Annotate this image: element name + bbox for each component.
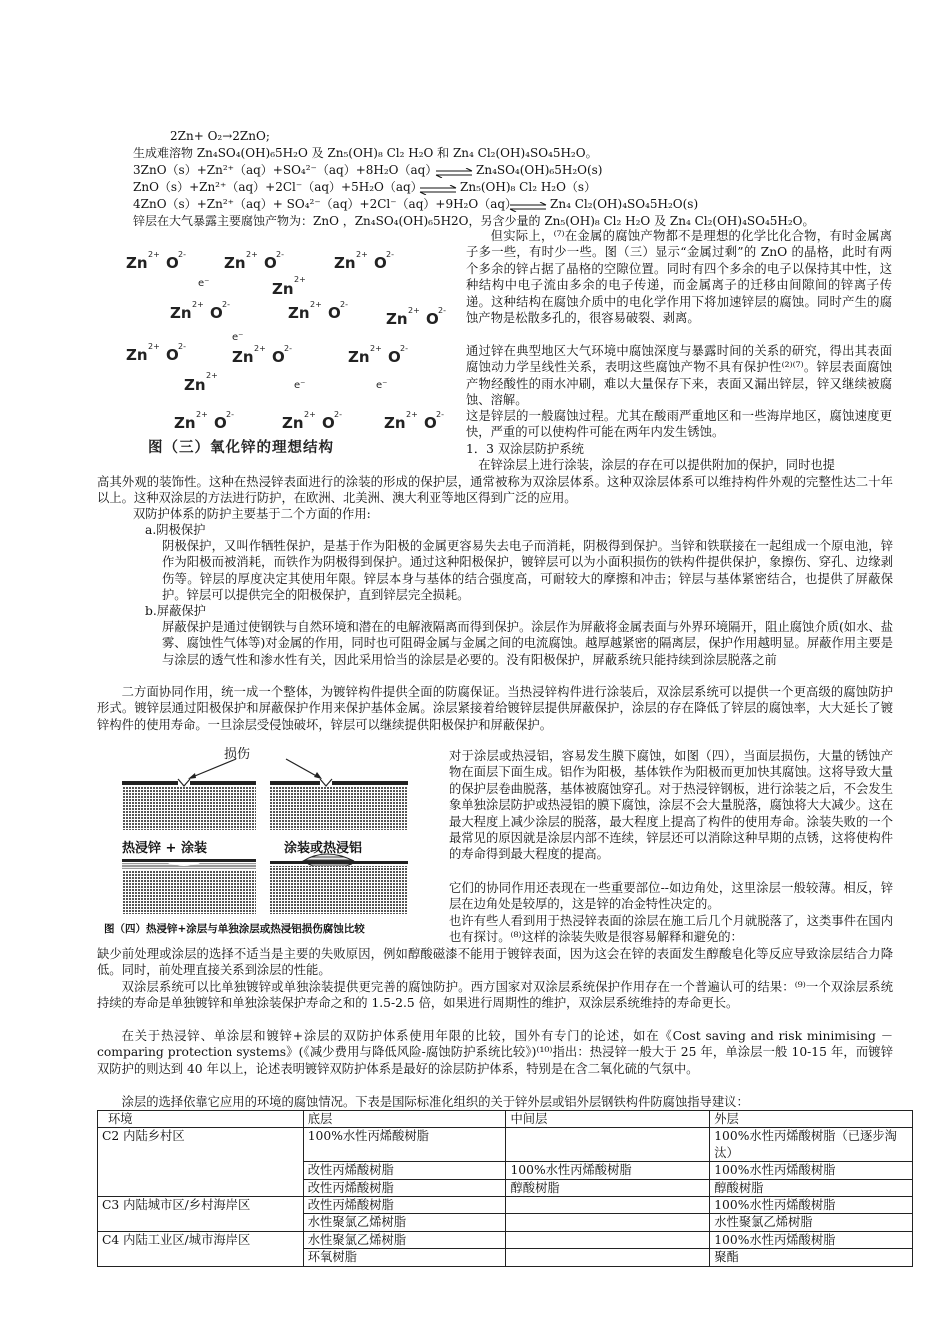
equation-4zno-right: Zn₄ Cl₂(OH)₄SO₄5H₂O(s) — [550, 197, 699, 211]
interstitial-zn-charge-label: 2+ — [294, 275, 306, 284]
o-charge-label: 2- — [386, 250, 394, 259]
equation-3zno-left: 3ZnO（s）+Zn²⁺（aq）+SO₄²⁻（aq）+8H₂O（aq） — [133, 163, 438, 177]
label-coating-or-aluminized: 涂装或热浸铝 — [284, 841, 363, 856]
zn-ion-label: Zn — [174, 414, 196, 432]
zn-charge-label: 2+ — [408, 306, 420, 315]
zn-charge-label: 2+ — [406, 410, 418, 419]
table-header-cell: 底层 — [303, 1111, 506, 1128]
o-ion-label: O — [322, 414, 335, 432]
figure3-caption: 图（三）氧化锌的理想结构 — [148, 440, 334, 456]
zn-charge-label: 2+ — [304, 410, 316, 419]
interstitial-zn-charge-label: 2+ — [206, 371, 218, 380]
table-cell: 环氧树脂 — [303, 1249, 506, 1266]
paragraph-coating-failure: 也许有些人看到用于热浸锌表面的涂层在施工后几个月就脱落了，这类事件在国内也有探讨。⁽⁸⁾这样的涂装失败是很容易解释和避免的： — [449, 914, 893, 945]
zn-ion-label: Zn — [348, 348, 370, 366]
paragraph-underfilm-corrosion: 对于涂层或热浸铝，容易发生膜下腐蚀，如图（四），当面层损伤，大量的锈蚀产物在面层下面生成。铝作为阳极，基体铁作为阳极而更加快其腐蚀。这将导致大量的保护层卷曲脱落，基体被腐蚀穿孔。对于热浸锌钢板，进行涂装之后，不会发生象单独涂层防护或热浸铝的膜下腐蚀，涂层不会大量脱落，腐蚀将大大减少。这在最大程度上减少涂层的脱落，最大程度上提高了构件的使用寿命。涂装失败的一个最常见的原因就是涂层内部不连续，锌层还可以消除这种早期的点锈，这将使构件的寿命得到最大程度的提高。 — [449, 749, 893, 862]
zn-ion-label: Zn — [384, 414, 406, 432]
table-cell — [506, 1249, 710, 1266]
o-ion-label: O — [272, 348, 285, 366]
table-cell — [506, 1214, 710, 1231]
figure-zno-lattice — [120, 232, 460, 460]
reversible-arrow-icon — [418, 183, 458, 193]
table-cell: 100%水性丙烯酸树脂 — [506, 1162, 710, 1179]
equation-zno-cl-left: ZnO（s）+Zn²⁺（aq）+2Cl⁻（aq）+5H₂O（aq） — [133, 180, 423, 194]
table-cell: 改性丙烯酸树脂 — [303, 1197, 506, 1214]
coating-recommendation-table — [97, 1110, 913, 1267]
zno-lattice-diagram — [120, 232, 460, 460]
o-ion-label: O — [214, 414, 227, 432]
table-header-cell: 环境 — [98, 1111, 304, 1128]
equation-zn-oxidation: 2Zn+ O₂→2ZnO; — [170, 129, 270, 143]
dual-protection-intro: 双防护体系的防护主要基于二个方面的作用: — [133, 507, 371, 521]
table-row — [98, 1197, 913, 1214]
zn-ion-label: Zn — [170, 304, 192, 322]
zn-ion-label: Zn — [334, 254, 356, 272]
zn-ion-label: Zn — [288, 304, 310, 322]
zn-charge-label: 2+ — [246, 250, 258, 259]
paragraph-kinetics: 通过锌在典型地区大气环境中腐蚀深度与暴露时间的关系的研究，得出其表面腐蚀动力学呈线性关系，表明这些腐蚀产物不具有保护性⁽²⁾⁽⁷⁾。锌层表面腐蚀产物经酸性的雨水冲刷，难以大量保存下来，表面又漏出锌层，锌又继续被腐蚀、溶解。 — [466, 344, 892, 408]
zn-charge-label: 2+ — [310, 300, 322, 309]
table-cell: 100%水性丙烯酸树脂 — [710, 1162, 913, 1179]
item-b-body: 屏蔽保护是通过使钢铁与自然环境和潜在的电解液隔离而得到保护。涂层作为屏蔽将金属表面与外界环境隔开，阻止腐蚀介质(如水、盐雾、腐蚀性气体等)对金属的作用，同时也可阻碍金属与金属之间的电流腐蚀。越厚越紧密的隔离层，保护作用越明显。屏蔽作用主要是与涂层的透气性和渗水性有关，因此采用恰当的涂层是必要的。没有阳极保护，屏蔽系统只能持续到涂层脱落之前 — [162, 620, 893, 667]
zn-ion-label: Zn — [282, 414, 304, 432]
zn-ion-label: Zn — [126, 254, 148, 272]
table-header-cell: 中间层 — [506, 1111, 710, 1128]
table-cell: 100%水性丙烯酸树脂（已逐步淘汰） — [710, 1128, 913, 1162]
table-cell — [506, 1197, 710, 1214]
o-charge-label: 2- — [436, 410, 444, 419]
zn-charge-label: 2+ — [356, 250, 368, 259]
table-cell: 水性聚氯乙烯树脂 — [710, 1214, 913, 1231]
paragraph-western-consensus: 双涂层系统可以比单独镀锌或单独涂装提供更完善的腐蚀防护。西方国家对双涂层系统保护作用存在一个普遍认可的结果：⁽⁹⁾一个双涂层系统持续的寿命是单独镀锌和单独涂装保护寿命之和的 1.5-2.5 倍，如果进行周期性的维护，双涂层系统维持的寿命更长。 — [97, 980, 893, 1011]
electron-label: e⁻ — [198, 278, 210, 289]
zn-ion-label: Zn — [386, 310, 408, 328]
table-cell: 100%水性丙烯酸树脂 — [303, 1128, 506, 1162]
figure-damage-comparison — [104, 745, 438, 937]
section-1-3-lead: 在锌涂层上进行涂装，涂层的存在可以提供附加的保护，同时也提 — [478, 458, 835, 472]
paragraph-nonstoichiometric: 但实际上，⁽⁷⁾在金属的腐蚀产物都不是理想的化学比化合物，有时金属离子多一些，有时少一些。图（三）显示“金属过剩”的 ZnO 的晶格，此时有两个多余的锌占据了晶格的空隙位置。同时有四个多余的电子以保持其中性，这种结构中电子流由多余的电子传递，而金属离子的迁移由间隙间的锌离子传递。这种结构在腐蚀介质中的电化学作用下将加速锌层的腐蚀。同时产生的腐蚀产物是松散多孔的，很容易破裂、剥离。 — [466, 229, 892, 326]
o-charge-label: 2- — [222, 300, 230, 309]
o-charge-label: 2- — [276, 250, 284, 259]
table-cell — [506, 1231, 710, 1248]
table-cell-environment: C2 内陆乡村区 — [98, 1128, 304, 1197]
o-ion-label: O — [388, 348, 401, 366]
paragraph-failure-causes: 缺少前处理或涂层的选择不适当是主要的失败原因，例如醇酸磁漆不能用于镀锌表面，因为这会在锌的表面发生醇酸皂化等反应导致涂层结合力降低。同时，前处理直接关系到涂层的性能。 — [97, 947, 893, 978]
table-cell-environment: C3 内陆城市区/乡村海岸区 — [98, 1197, 304, 1232]
item-b-title: b.屏蔽保护 — [145, 604, 206, 618]
table-cell: 改性丙烯酸树脂 — [303, 1162, 506, 1179]
section-1-3-body: 高其外观的装饰性。这种在热浸锌表面进行的涂装的形成的保护层，通常被称为双涂层体系。这种双涂层体系可以维持构件外观的完整性达二十年以上。这种双涂层的方法进行防护，在欧洲、北美洲、澳大利亚等地区得到广泛的应用。 — [97, 475, 893, 506]
o-charge-label: 2- — [340, 300, 348, 309]
equation-4zno-left: 4ZnO（s）+Zn²⁺（aq）+ SO₄²⁻（aq）+2Cl⁻（aq）+9H₂O（aq） — [133, 197, 518, 211]
paragraph-table-intro: 涂层的选择依靠它应用的环境的腐蚀情况。下表是国际标准化组织的关于锌外层或铝外层钢铁构件防腐蚀指导建议： — [121, 1095, 749, 1109]
o-charge-label: 2- — [334, 410, 342, 419]
o-charge-label: 2- — [178, 250, 186, 259]
o-charge-label: 2- — [284, 344, 292, 353]
table-cell — [506, 1128, 710, 1162]
zn-ion-label: Zn — [232, 348, 254, 366]
o-ion-label: O — [210, 304, 223, 322]
zn-charge-label: 2+ — [148, 342, 160, 351]
reversible-arrow-icon — [508, 200, 548, 210]
table-row — [98, 1231, 913, 1248]
o-ion-label: O — [328, 304, 341, 322]
item-a-title: a.阴极保护 — [145, 523, 206, 537]
table-row — [98, 1128, 913, 1162]
section-1-3-title: 1．3 双涂层防护系统 — [466, 442, 584, 456]
corrosion-products-summary: 锌层在大气暴露主要腐蚀产物为：ZnO ，Zn₄SO₄(OH)₆5H2O，另含少量的 Zn₅(OH)₈ Cl₂ H₂O 及 Zn₄ Cl₂(OH)₄SO₄5H₂O。 — [133, 214, 815, 228]
zn-charge-label: 2+ — [148, 250, 160, 259]
interstitial-zn-label: Zn — [184, 376, 206, 394]
o-ion-label: O — [426, 310, 439, 328]
table-header-cell: 外层 — [710, 1111, 913, 1128]
o-charge-label: 2- — [226, 410, 234, 419]
o-ion-label: O — [264, 254, 277, 272]
table-cell: 100%水性丙烯酸树脂 — [710, 1231, 913, 1248]
o-ion-label: O — [166, 254, 179, 272]
reversible-arrow-icon — [434, 166, 474, 176]
equation-products: 生成难溶物 Zn₄SO₄(OH)₆5H₂O 及 Zn₅(OH)₈ Cl₂ H₂O 和 Zn₄ Cl₂(OH)₄SO₄5H₂O。 — [133, 146, 598, 160]
figure4-caption: 图（四）热浸锌+涂层与单独涂层或热浸铝损伤腐蚀比较 — [104, 923, 365, 935]
electron-label: e⁻ — [294, 380, 306, 391]
table-cell: 水性聚氯乙烯树脂 — [303, 1214, 506, 1231]
zn-ion-label: Zn — [126, 346, 148, 364]
paragraph-general-corrosion: 这是锌层的一般腐蚀过程。尤其在酸雨严重地区和一些海岸地区，腐蚀速度更快，严重的可以使构件可能在两年内发生锈蚀。 — [466, 409, 892, 440]
electron-label: e⁻ — [232, 332, 244, 343]
paragraph-service-life-comparison: 在关于热浸锌、单涂层和镀锌+涂层的双防护体系使用年限的比较，国外有专门的论述，如在《Cost saving and risk minimising －comparing protection systems》(《减少费用与降低风险-腐蚀防护系统比较》)⁽¹⁰⁾指出：热浸锌一般大于 25 年，单涂层一般 10-15 年，而镀锌双防护的则达到 40 年以上，论述表明镀锌双防护体系是最好的涂层防护体系，特别是在含二氧化硫的气氛中。 — [97, 1029, 893, 1076]
o-charge-label: 2- — [178, 342, 186, 351]
table-cell: 聚酯 — [710, 1249, 913, 1266]
o-charge-label: 2- — [438, 306, 446, 315]
table-cell: 100%水性丙烯酸树脂 — [710, 1197, 913, 1214]
o-ion-label: O — [424, 414, 437, 432]
damage-label: 损伤 — [224, 747, 251, 762]
table-cell: 醇酸树脂 — [710, 1179, 913, 1196]
table-cell: 醇酸树脂 — [506, 1179, 710, 1196]
electron-label: e⁻ — [376, 380, 388, 391]
o-charge-label: 2- — [400, 344, 408, 353]
item-a-body: 阴极保护，又叫作牺牲保护，是基于作为阳极的金属更容易失去电子而消耗，阴极得到保护。当锌和铁联接在一起组成一个原电池，锌作为阳极而被消耗，而铁作为阴极得到保护。通过这种阳极保护，镀锌层可以为小面积损伤的铁构件提供保护，象擦伤、穿孔、边缘剥伤等。锌层的厚度决定其使用年限。锌层本身与基体的结合强度高，可耐较大的摩擦和冲击；锌层与基体紧密结合，也提供了屏蔽保护。锌层可以提供完全的阳极保护，直到锌层完全损耗。 — [162, 539, 893, 603]
paragraph-edge-synergy: 它们的协同作用还表现在一些重要部位--如边角处，这里涂层一般较薄。相反，锌层在边角处是较厚的，这是锌的冶金特性决定的。 — [449, 881, 893, 912]
table-cell: 水性聚氯乙烯树脂 — [303, 1231, 506, 1248]
equation-3zno-right: Zn₄SO₄(OH)₆5H₂O(s) — [476, 163, 603, 177]
o-ion-label: O — [166, 346, 179, 364]
synergy-paragraph: 二方面协同作用，统一成一个整体，为镀锌构件提供全面的防腐保证。当热浸锌构件进行涂装后，双涂层系统可以提供一个更高级的腐蚀防护形式。镀锌层通过阳极保护和屏蔽保护作用来保护基体金属。涂层紧接着给镀锌层提供屏蔽保护，涂层的存在降低了锌层的腐蚀率，大大延长了镀锌构件的使用寿命。一旦涂层受侵蚀破坏，锌层可以继续提供阳极保护和屏蔽保护。 — [97, 685, 893, 732]
zn-charge-label: 2+ — [196, 410, 208, 419]
zn-ion-label: Zn — [224, 254, 246, 272]
table-cell: 改性丙烯酸树脂 — [303, 1179, 506, 1196]
o-ion-label: O — [374, 254, 387, 272]
equation-zno-cl-right: Zn₅(OH)₈ Cl₂ H₂O（s） — [460, 180, 597, 194]
zn-charge-label: 2+ — [192, 300, 204, 309]
zn-charge-label: 2+ — [254, 344, 266, 353]
interstitial-zn-label: Zn — [272, 280, 294, 298]
zn-charge-label: 2+ — [370, 344, 382, 353]
table-header-row — [98, 1111, 913, 1128]
label-hot-dip-plus-coating: 热浸锌 + 涂装 — [122, 841, 207, 856]
table-cell-environment: C4 内陆工业区/城市海岸区 — [98, 1231, 304, 1266]
